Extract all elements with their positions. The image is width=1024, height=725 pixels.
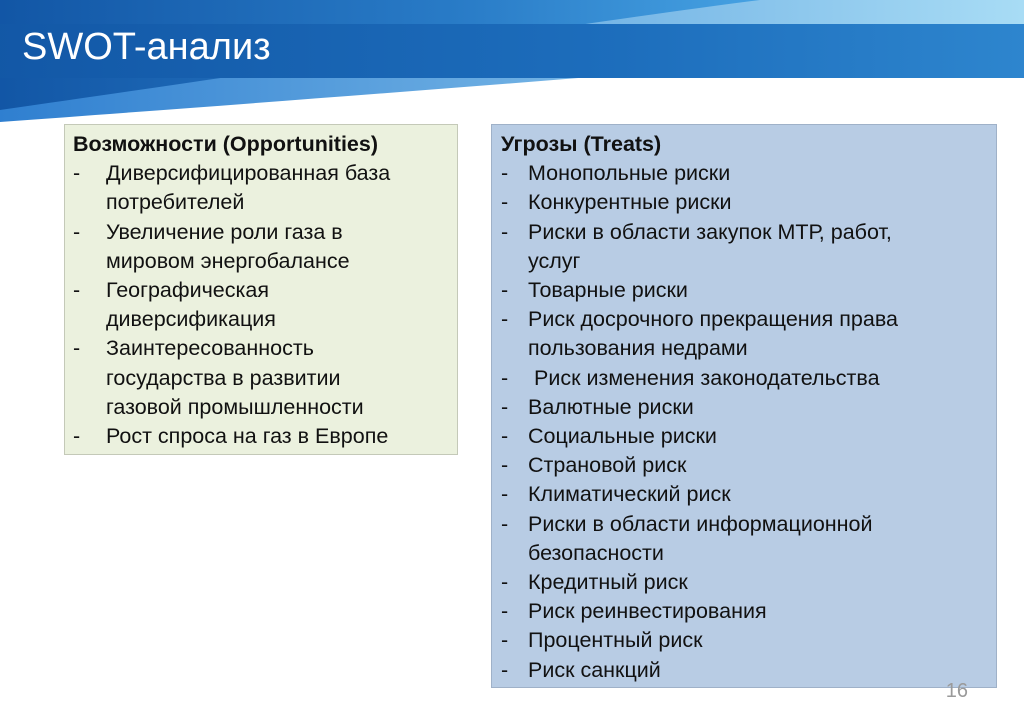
threat-item-line: Конкурентные риски: [528, 190, 732, 215]
opportunity-item-line: Рост спроса на газ в Европе: [106, 424, 389, 449]
threat-item-line: Процентный риск: [528, 628, 703, 653]
threat-item: [501, 393, 988, 422]
threat-item: [501, 510, 988, 568]
bullet-dash: -: [501, 307, 509, 332]
threats-heading: Угрозы (Treats): [501, 132, 662, 156]
bullet-dash: -: [501, 424, 509, 449]
threat-item: [501, 597, 988, 626]
threat-item-line: Риск досрочного прекращения права: [528, 307, 898, 332]
threat-item-line: услуг: [528, 248, 581, 273]
bullet-dash: -: [501, 190, 509, 215]
threat-item-line: Кредитный риск: [528, 570, 688, 595]
opportunity-item-line: потребителей: [106, 190, 245, 215]
threat-item: [501, 159, 988, 188]
slide-title: SWOT-анализ: [22, 26, 271, 68]
threat-item: [501, 451, 988, 480]
opportunity-item-line: газовой промышленности: [106, 394, 364, 419]
threat-item-line: Валютные риски: [528, 394, 694, 419]
opportunity-item-line: Диверсифицированная база: [106, 161, 391, 186]
opportunity-item-line: Географическая: [106, 278, 269, 303]
threat-item: [501, 568, 988, 597]
bullet-dash: -: [501, 161, 509, 186]
bullet-dash: -: [501, 657, 509, 682]
threat-item: [501, 218, 988, 276]
threat-item-line: Товарные риски: [528, 278, 688, 303]
threat-item: [501, 364, 988, 393]
bullet-dash: -: [501, 453, 509, 478]
threat-item: [501, 626, 988, 655]
bullet-dash: -: [501, 628, 509, 653]
bullet-dash: -: [501, 482, 509, 507]
opportunity-item: [73, 159, 449, 217]
threat-item-line: Риски в области закупок МТР, работ,: [528, 219, 892, 244]
opportunity-item: [73, 276, 449, 334]
opportunity-item-line: мировом энергобалансе: [106, 248, 350, 273]
threat-item-line: Социальные риски: [528, 424, 717, 449]
bullet-dash: -: [501, 599, 509, 624]
threat-item: [501, 276, 988, 305]
threat-item-line: Риск изменения законодательства: [528, 365, 880, 390]
threat-item-line: Риски в области информационной: [528, 511, 873, 536]
opportunity-item-line: государства в развитии: [106, 365, 341, 390]
opportunity-item: [73, 218, 449, 276]
page-number: 16: [945, 680, 968, 702]
opportunity-item-line: диверсификация: [106, 307, 276, 332]
bullet-dash: -: [73, 336, 81, 361]
opportunity-item-line: Заинтересованность: [106, 336, 314, 361]
threats-box: [491, 124, 997, 688]
threat-item-line: безопасности: [528, 540, 664, 565]
opportunity-item-line: Увеличение роли газа в: [106, 219, 343, 244]
threat-item-line: пользования недрами: [528, 336, 748, 361]
threat-item: [501, 305, 988, 363]
bullet-dash: -: [73, 424, 81, 449]
threat-item-line: Риск реинвестирования: [528, 599, 767, 624]
opportunity-item: [73, 334, 449, 422]
opportunity-item: [73, 422, 449, 451]
bullet-dash: -: [501, 570, 509, 595]
threat-item-line: Климатический риск: [528, 482, 731, 507]
threat-item: [501, 656, 988, 685]
opportunities-list: [73, 159, 449, 451]
bullet-dash: -: [501, 394, 509, 419]
bullet-dash: -: [501, 365, 509, 390]
bullet-dash: -: [73, 278, 81, 303]
bullet-dash: -: [501, 219, 509, 244]
threat-item: [501, 188, 988, 217]
bullet-dash: -: [73, 219, 81, 244]
threat-item-line: Монопольные риски: [528, 161, 731, 186]
threat-item-line: Риск санкций: [528, 657, 661, 682]
threat-item: [501, 422, 988, 451]
bullet-dash: -: [501, 511, 509, 536]
bullet-dash: -: [73, 161, 81, 186]
bullet-dash: -: [501, 278, 509, 303]
opportunities-box: [64, 124, 458, 455]
opportunities-heading: Возможности (Opportunities): [73, 132, 379, 156]
threats-list: [501, 159, 988, 685]
threat-item-line: Страновой риск: [528, 453, 687, 478]
threat-item: [501, 480, 988, 509]
